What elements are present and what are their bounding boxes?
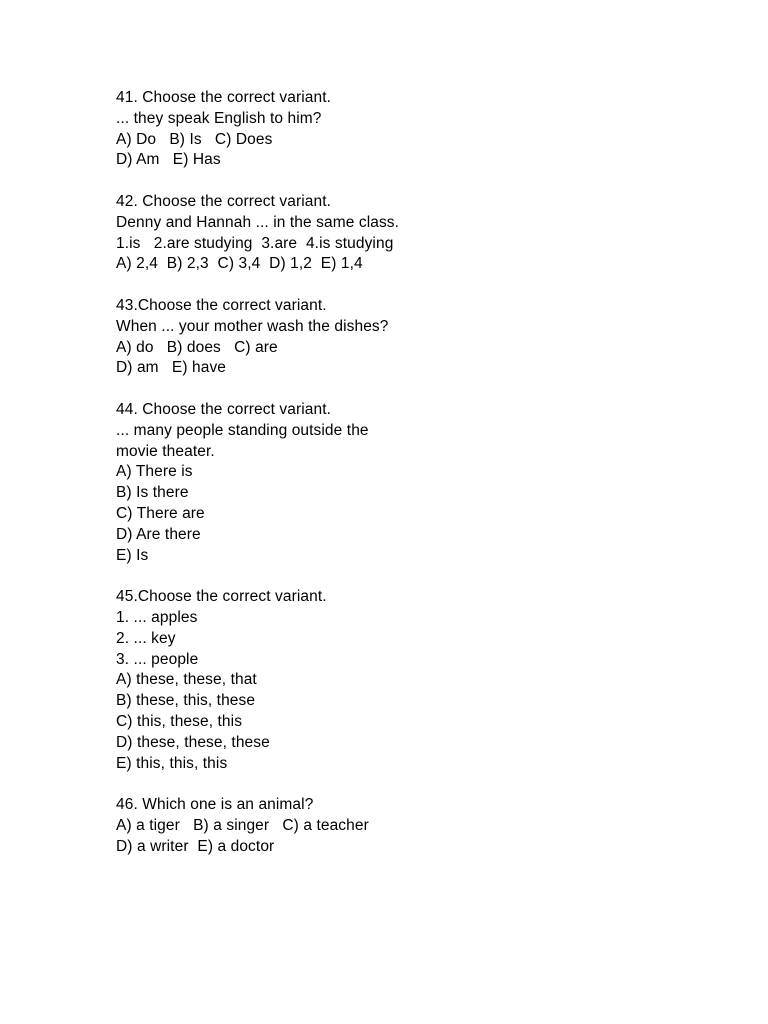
question-45-option-d: D) these, these, these: [116, 733, 270, 751]
question-45-option-a: A) these, these, that: [116, 671, 257, 689]
question-43-options-row-2: D) am E) have: [116, 359, 227, 377]
question-41-stem: ... they speak English to him?: [116, 109, 322, 127]
question-43: [116, 296, 716, 379]
question-46: [116, 795, 716, 857]
question-44: [116, 400, 716, 566]
question-43-prompt: 43.Choose the correct variant.: [116, 296, 327, 314]
question-45-item-2: 2. ... key: [116, 629, 176, 647]
question-44-stem-line-1: ... many people standing outside the: [116, 421, 369, 439]
question-44-option-a: A) There is: [116, 463, 193, 481]
question-44-option-d: D) Are there: [116, 525, 201, 543]
question-46-options-row-1: A) a tiger B) a singer C) a teacher: [116, 816, 369, 834]
question-44-option-b: B) Is there: [116, 484, 189, 502]
question-44-option-c: C) There are: [116, 504, 205, 522]
question-45-item-1: 1. ... apples: [116, 608, 198, 626]
question-44-stem-line-2: movie theater.: [116, 442, 215, 460]
question-46-options-row-2: D) a writer E) a doctor: [116, 837, 275, 855]
question-list: [116, 88, 716, 878]
question-45-item-3: 3. ... people: [116, 650, 199, 668]
question-41-options-row-1: A) Do B) Is C) Does: [116, 130, 273, 148]
question-44-option-e: E) Is: [116, 546, 149, 564]
question-45-option-c: C) this, these, this: [116, 712, 243, 730]
question-42: [116, 192, 716, 275]
question-45: [116, 587, 716, 774]
question-42-choices-list: 1.is 2.are studying 3.are 4.is studying: [116, 234, 394, 252]
question-41: [116, 88, 716, 171]
question-44-prompt: 44. Choose the correct variant.: [116, 400, 332, 418]
question-41-options-row-2: D) Am E) Has: [116, 151, 221, 169]
question-45-option-e: E) this, this, this: [116, 754, 228, 772]
question-42-prompt: 42. Choose the correct variant.: [116, 192, 332, 210]
question-42-stem: Denny and Hannah ... in the same class.: [116, 213, 400, 231]
question-41-prompt: 41. Choose the correct variant.: [116, 89, 332, 106]
question-45-prompt: 45.Choose the correct variant.: [116, 588, 327, 606]
question-42-options-row: A) 2,4 B) 2,3 C) 3,4 D) 1,2 E) 1,4: [116, 255, 363, 273]
question-46-prompt: 46. Which one is an animal?: [116, 796, 314, 814]
question-43-stem: When ... your mother wash the dishes?: [116, 317, 389, 335]
question-43-options-row-1: A) do B) does C) are: [116, 338, 278, 356]
question-45-option-b: B) these, this, these: [116, 692, 256, 710]
